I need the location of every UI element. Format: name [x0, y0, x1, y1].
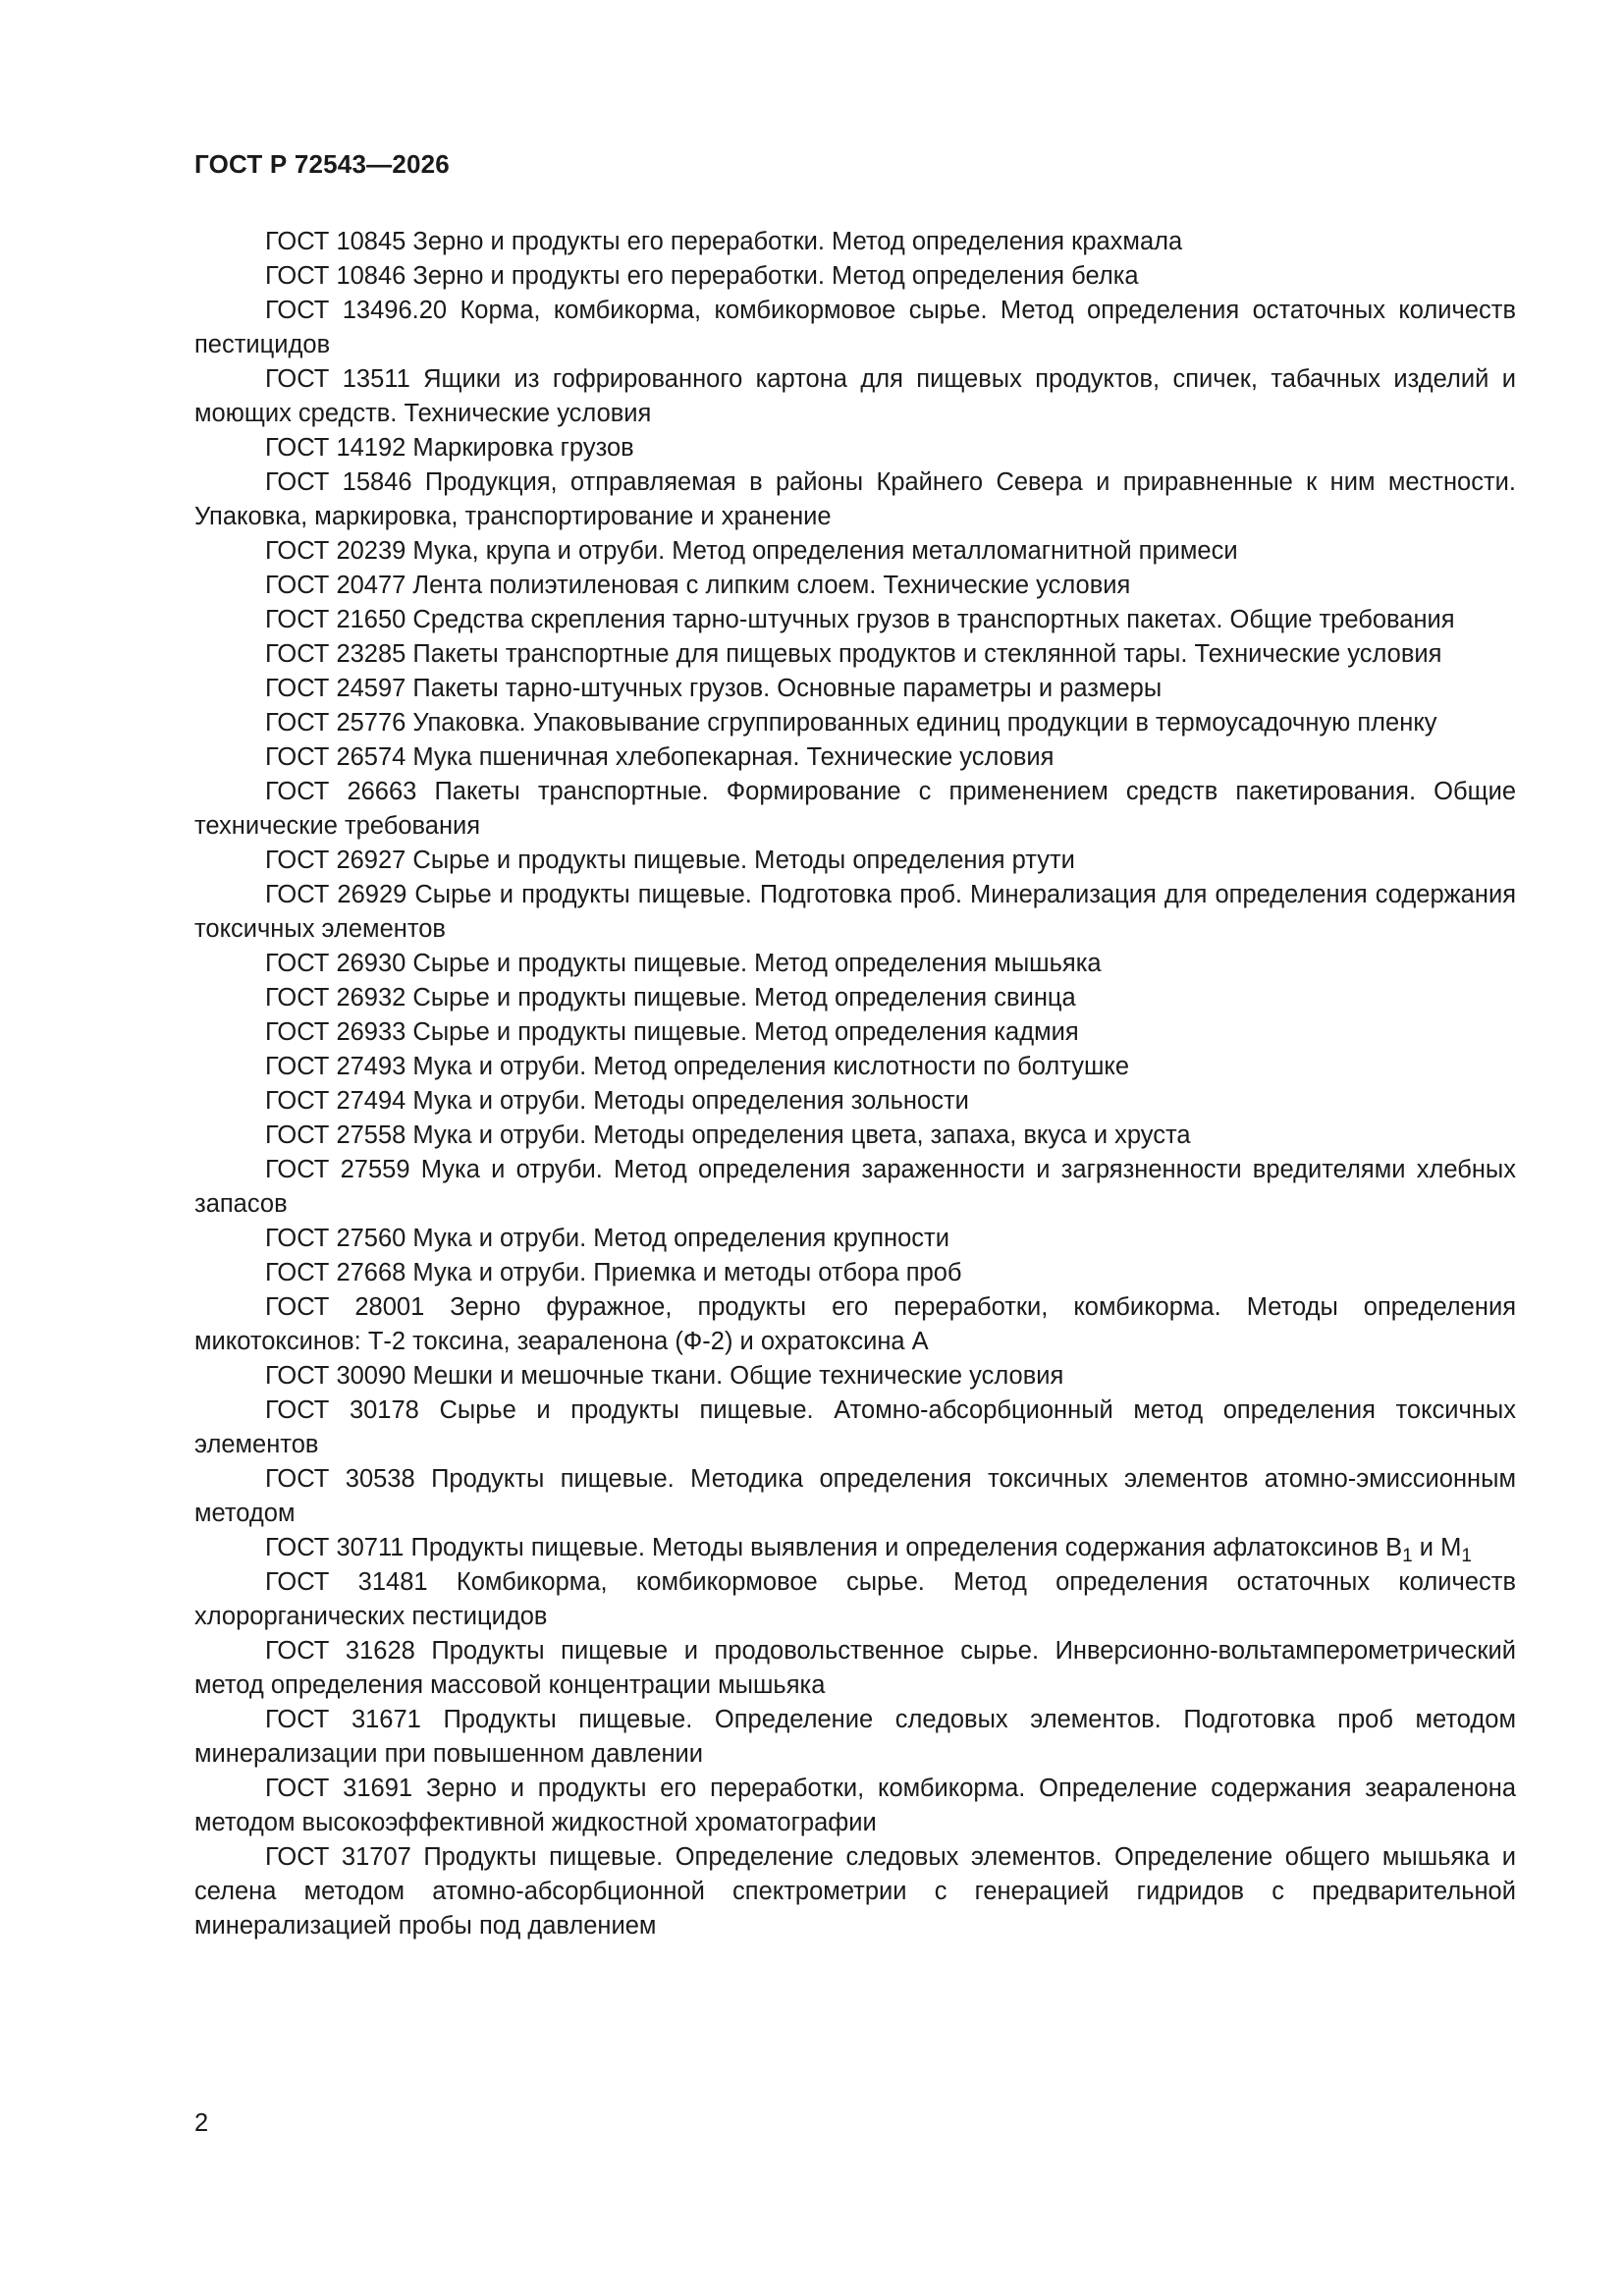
reference-entry: ГОСТ 23285 Пакеты транспортные для пищевых продуктов и стеклянной тары. Технические условия	[265, 640, 1442, 668]
reference-entry: ГОСТ 24597 Пакеты тарно-штучных грузов. Основные параметры и размеры	[265, 675, 1163, 702]
reference-entry: ГОСТ 31628 Продукты пищевые и продовольственное сырье. Инверсионно-вольтамперометрический метод определения массовой концентрации мышьяка	[194, 1637, 1516, 1699]
reference-entry: ГОСТ 26663 Пакеты транспортные. Формирование с применением средств пакетирования. Общие технические требования	[194, 778, 1516, 840]
page-number: 2	[194, 2109, 209, 2137]
reference-entry: ГОСТ 30538 Продукты пищевые. Методика определения токсичных элементов атомно-эмиссионным методом	[194, 1465, 1516, 1527]
reference-entry: ГОСТ 20239 Мука, крупа и отруби. Метод определения металломагнитной примеси	[265, 537, 1238, 565]
reference-entry: ГОСТ 25776 Упаковка. Упаковывание сгруппированных единиц продукции в термоусадочную пленку	[265, 709, 1437, 737]
reference-entry: ГОСТ 31691 Зерно и продукты его переработки, комбикорма. Определение содержания зеараленона методом высокоэффективной жидкостной хроматографии	[194, 1775, 1516, 1836]
reference-entry: ГОСТ 10846 Зерно и продукты его переработки. Метод определения белка	[265, 262, 1139, 290]
reference-entry: ГОСТ 10845 Зерно и продукты его переработки. Метод определения крахмала	[265, 228, 1183, 255]
normative-references-list	[194, 225, 1516, 1943]
reference-entry: ГОСТ 21650 Средства скрепления тарно-штучных грузов в транспортных пакетах. Общие требования	[265, 606, 1455, 633]
reference-entry: ГОСТ 31671 Продукты пищевые. Определение следовых элементов. Подготовка проб методом минерализации при повышенном давлении	[194, 1706, 1516, 1768]
document-header: ГОСТ Р 72543—2026	[194, 149, 450, 179]
reference-entry: ГОСТ 31481 Комбикорма, комбикормовое сырье. Метод определения остаточных количеств хлорорганических пестицидов	[194, 1568, 1516, 1630]
reference-entry: ГОСТ 27668 Мука и отруби. Приемка и методы отбора проб	[265, 1259, 962, 1286]
reference-entry: ГОСТ 13496.20 Корма, комбикорма, комбикормовое сырье. Метод определения остаточных количеств пестицидов	[194, 297, 1516, 358]
reference-entry-text: ГОСТ 30711 Продукты пищевые. Методы выявления и определения содержания афлатоксинов	[265, 1534, 1379, 1561]
b-subscript: 1	[1402, 1546, 1413, 1566]
reference-entry: ГОСТ 15846 Продукция, отправляемая в районы Крайнего Севера и приравненные к ним местности. Упаковка, маркировка, транспортирование и хранение	[194, 468, 1516, 530]
b-letter: В	[1385, 1534, 1403, 1561]
reference-entry: ГОСТ 26933 Сырье и продукты пищевые. Метод определения кадмия	[265, 1018, 1079, 1046]
reference-entry-30711	[194, 1531, 1516, 1565]
reference-entry: ГОСТ 26574 Мука пшеничная хлебопекарная. Технические условия	[265, 743, 1055, 771]
and-word: и	[1419, 1534, 1434, 1561]
reference-entry: ГОСТ 26932 Сырье и продукты пищевые. Метод определения свинца	[265, 984, 1076, 1011]
reference-entry: ГОСТ 26930 Сырье и продукты пищевые. Метод определения мышьяка	[265, 950, 1102, 977]
reference-entry: ГОСТ 13511 Ящики из гофрированного картона для пищевых продуктов, спичек, табачных изделий и моющих средств. Технические условия	[194, 365, 1516, 427]
reference-entry: ГОСТ 26927 Сырье и продукты пищевые. Методы определения ртути	[265, 847, 1075, 874]
reference-entry: ГОСТ 27559 Мука и отруби. Метод определения зараженности и загрязненности вредителями хлебных запасов	[194, 1156, 1516, 1218]
reference-entry: ГОСТ 26929 Сырье и продукты пищевые. Подготовка проб. Минерализация для определения содержания токсичных элементов	[194, 881, 1516, 943]
m-subscript: 1	[1461, 1546, 1472, 1566]
reference-entry: ГОСТ 28001 Зерно фуражное, продукты его переработки, комбикорма. Методы определения микотоксинов: Т-2 токсина, зеараленона (Ф-2) и охратоксина А	[194, 1293, 1516, 1355]
m-letter: М	[1440, 1534, 1462, 1561]
reference-entry: ГОСТ 27493 Мука и отруби. Метод определения кислотности по болтушке	[265, 1053, 1130, 1080]
reference-entry: ГОСТ 27560 Мука и отруби. Метод определения крупности	[265, 1225, 949, 1252]
reference-entry: ГОСТ 27494 Мука и отруби. Методы определения зольности	[265, 1087, 969, 1115]
reference-entry: ГОСТ 30090 Мешки и мешочные ткани. Общие технические условия	[265, 1362, 1064, 1390]
reference-entry: ГОСТ 30178 Сырье и продукты пищевые. Атомно-абсорбционный метод определения токсичных элементов	[194, 1396, 1516, 1458]
reference-entry: ГОСТ 20477 Лента полиэтиленовая с липким слоем. Технические условия	[265, 572, 1131, 599]
reference-entry: ГОСТ 31707 Продукты пищевые. Определение следовых элементов. Определение общего мышьяка и селена методом атомно-абсорбционной спектрометрии с генерацией гидридов с предварительной минерализацией пробы под давлением	[194, 1843, 1516, 1940]
reference-entry: ГОСТ 14192 Маркировка грузов	[265, 434, 634, 462]
reference-entry: ГОСТ 27558 Мука и отруби. Методы определения цвета, запаха, вкуса и хруста	[265, 1121, 1191, 1149]
